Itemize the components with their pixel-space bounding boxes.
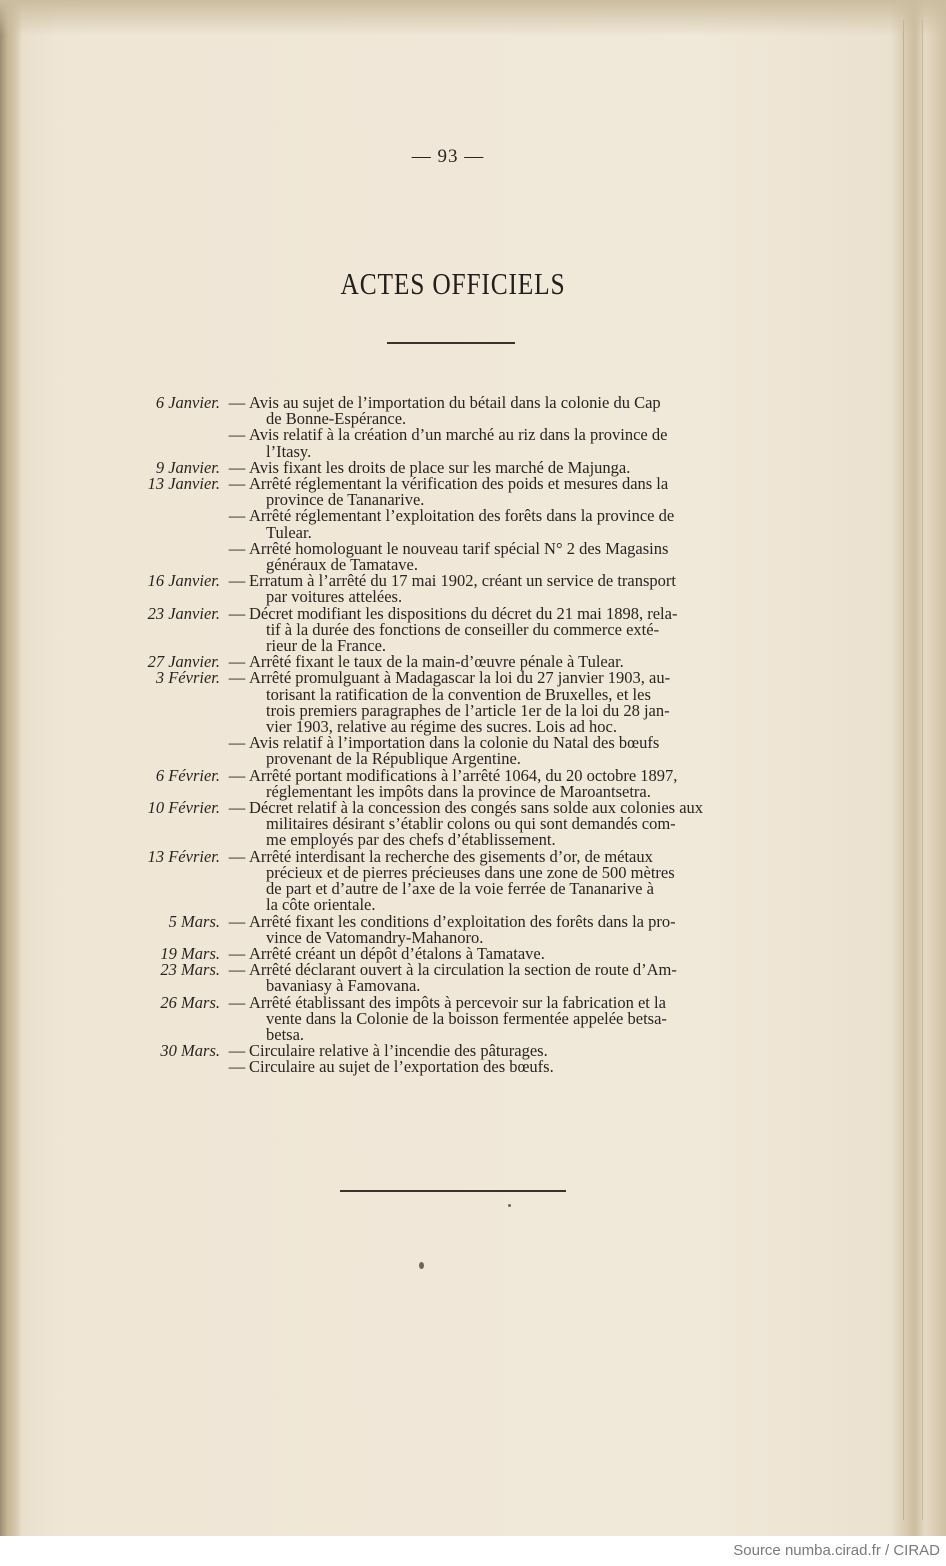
entry-line: Avis relatif à l’importation dans la colonie du Natal des bœufs (249, 733, 660, 753)
entry (0, 427, 946, 459)
entry-dash: — (228, 733, 246, 753)
entry-line: Circulaire au sujet de l’exportation des bœufs. (249, 1057, 554, 1077)
entry (0, 508, 946, 540)
entry-line: bavaniasy à Famovana. (266, 976, 421, 996)
entry-text (249, 508, 769, 540)
entry-date: 23 Mars. (160, 960, 220, 980)
entry-line: Décret relatif à la concession des congés sans solde aux colonies aux (249, 798, 704, 818)
entry-text (249, 603, 769, 656)
entry-dash: — (228, 506, 246, 526)
entry-date: 13 Février. (147, 846, 220, 866)
entry-line: Arrêté interdisant la recherche des gisements d’or, de métaux (249, 846, 653, 866)
entry-line: rieur de la France. (266, 636, 387, 656)
entry-line: Arrêté portant modifications à l’arrêté 1064, du 20 octobre 1897, (249, 765, 678, 785)
entry-dash: — (228, 1057, 246, 1077)
entry-date: 6 Février. (155, 765, 220, 785)
entry-line: généraux de Tamatave. (266, 555, 419, 575)
entry (0, 573, 946, 605)
entry-text (249, 962, 769, 994)
entries-list (0, 395, 946, 1076)
entry (0, 765, 946, 801)
entry-line: Circulaire relative à l’incendie des pâturages. (249, 1041, 548, 1061)
entry-dash: — (228, 474, 246, 494)
entry-line: Tulear. (266, 522, 312, 542)
entry-dash: — (228, 603, 246, 623)
entry-line: de Bonne-Espérance. (266, 409, 407, 429)
entry-text (249, 573, 769, 605)
page-number: — 93 — (411, 146, 485, 167)
entry (0, 846, 946, 915)
entry (0, 538, 946, 575)
entry-line: militaires désirant s’établir colons ou qui sont demandés com- (266, 814, 676, 834)
entry-line: me employés par des chefs d’établissement. (266, 830, 556, 850)
source-credit: Source numba.cirad.fr / CIRAD (733, 1542, 940, 1559)
entry-text (249, 670, 769, 735)
entry-line: réglementant les impôts dans la province de Maroantsetra. (266, 781, 651, 801)
entry (0, 395, 946, 427)
entry-line: vente dans la Colonie de la boisson fermentée appelée betsa- (266, 1008, 667, 1028)
entry-dash: — (228, 538, 246, 558)
ink-speck (419, 1262, 424, 1269)
entry (0, 1059, 946, 1075)
title-divider (387, 342, 515, 344)
entry-date: 19 Mars. (160, 943, 220, 963)
entry-date: 30 Mars. (160, 1041, 220, 1061)
entry-dash: — (228, 571, 246, 591)
entry-dash: — (228, 1041, 246, 1061)
entry-date: 16 Janvier. (147, 571, 220, 591)
entry-dash: — (228, 765, 246, 785)
entry-date: 27 Janvier. (147, 652, 220, 672)
entry-line: Avis fixant les droits de place sur les marché de Majunga. (249, 457, 631, 477)
entry-line: Arrêté déclarant ouvert à la circulation la section de route d’Am- (249, 960, 677, 980)
entry-text (249, 911, 769, 947)
entry-line: Arrêté créant un dépôt d’étalons à Tamatave. (249, 943, 545, 963)
entry-line: province de Tananarive. (266, 490, 425, 510)
entry-date: 5 Mars. (168, 911, 220, 931)
entry-line: Avis relatif à la création d’un marché au riz dans la province de (249, 425, 668, 445)
entry-text (249, 476, 769, 508)
entry-date: 10 Février. (147, 798, 220, 818)
entry-date: 6 Janvier. (155, 393, 220, 412)
entry-text (249, 427, 769, 459)
entry-dash: — (228, 652, 246, 672)
entry-date: 23 Janvier. (147, 603, 220, 623)
entry-dash: — (228, 393, 246, 412)
entry-line: trois premiers paragraphes de l’article 1er de la loi du 28 jan- (266, 700, 670, 720)
entry-line: l’Itasy. (266, 441, 312, 461)
entry (0, 603, 946, 656)
entry-line: Arrêté homologuant le nouveau tarif spécial N° 2 des Magasins (249, 538, 669, 558)
end-divider (340, 1190, 566, 1192)
entry-line: torisant la ratification de la convention de Bruxelles, et les (266, 684, 651, 704)
entry-date: 26 Mars. (160, 992, 220, 1012)
entry-line: vince de Vatomandry-Mahanoro. (266, 927, 484, 947)
ink-speck (508, 1204, 511, 1207)
entry-dash: — (228, 668, 246, 688)
entry-line: précieux et de pierres précieuses dans une zone de 500 mètres (266, 862, 675, 882)
entry-dash: — (228, 425, 246, 445)
entry-text (249, 1059, 769, 1075)
entry-line: Arrêté fixant les conditions d’exploitation des forêts dans la pro- (249, 911, 676, 931)
entry (0, 670, 946, 735)
entry-line: vier 1903, relative au régime des sucres. Lois ad hoc. (266, 717, 617, 737)
entry-text (249, 735, 769, 767)
entry-dash: — (228, 457, 246, 477)
entry (0, 962, 946, 994)
entry-dash: — (228, 846, 246, 866)
entry-line: Erratum à l’arrêté du 17 mai 1902, créant un service de transport (249, 571, 676, 591)
entry (0, 800, 946, 849)
entry-dash: — (228, 911, 246, 931)
entry-line: Arrêté promulguant à Madagascar la loi du 27 janvier 1903, au- (249, 668, 671, 688)
entry-dash: — (228, 960, 246, 980)
entry-text (249, 992, 769, 1044)
entry-text (249, 538, 769, 575)
entry-line: Arrêté établissant des impôts à percevoir sur la fabrication et la (249, 992, 666, 1012)
entry-line: Arrêté réglementant la vérification des poids et mesures dans la (249, 474, 669, 494)
entry-text (249, 395, 769, 427)
entry (0, 911, 946, 947)
entry-line: betsa. (266, 1024, 305, 1044)
entry-date: 9 Janvier. (155, 457, 220, 477)
entry-text (249, 846, 769, 915)
entry (0, 735, 946, 767)
entry-date: 3 Février. (155, 668, 220, 688)
entry-line: de part et d’autre de l’axe de la voie ferrée de Tananarive à (266, 879, 654, 899)
entry-line: la côte orientale. (266, 895, 376, 915)
entry-line: Arrêté fixant le taux de la main-d’œuvre pénale à Tulear. (249, 652, 624, 672)
entry (0, 992, 946, 1044)
entry-dash: — (228, 943, 246, 963)
entry-text (249, 800, 769, 849)
entry-line: provenant de la République Argentine. (266, 749, 521, 769)
entry (0, 476, 946, 508)
entry-line: Arrêté réglementant l’exploitation des forêts dans la province de (249, 506, 675, 526)
entry-dash: — (228, 798, 246, 818)
entry-line: Avis au sujet de l’importation du bétail dans la colonie du Cap (249, 393, 661, 412)
page-title: ACTES OFFICIELS (340, 266, 566, 301)
entry-line: par voitures attelées. (266, 587, 403, 607)
entry-line: tif à la durée des fonctions de conseiller du commerce exté- (266, 619, 660, 639)
entry-date: 13 Janvier. (147, 474, 220, 494)
entry-text (249, 765, 769, 801)
entry-line: Décret modifiant les dispositions du décret du 21 mai 1898, rela- (249, 603, 678, 623)
entry-dash: — (228, 992, 246, 1012)
